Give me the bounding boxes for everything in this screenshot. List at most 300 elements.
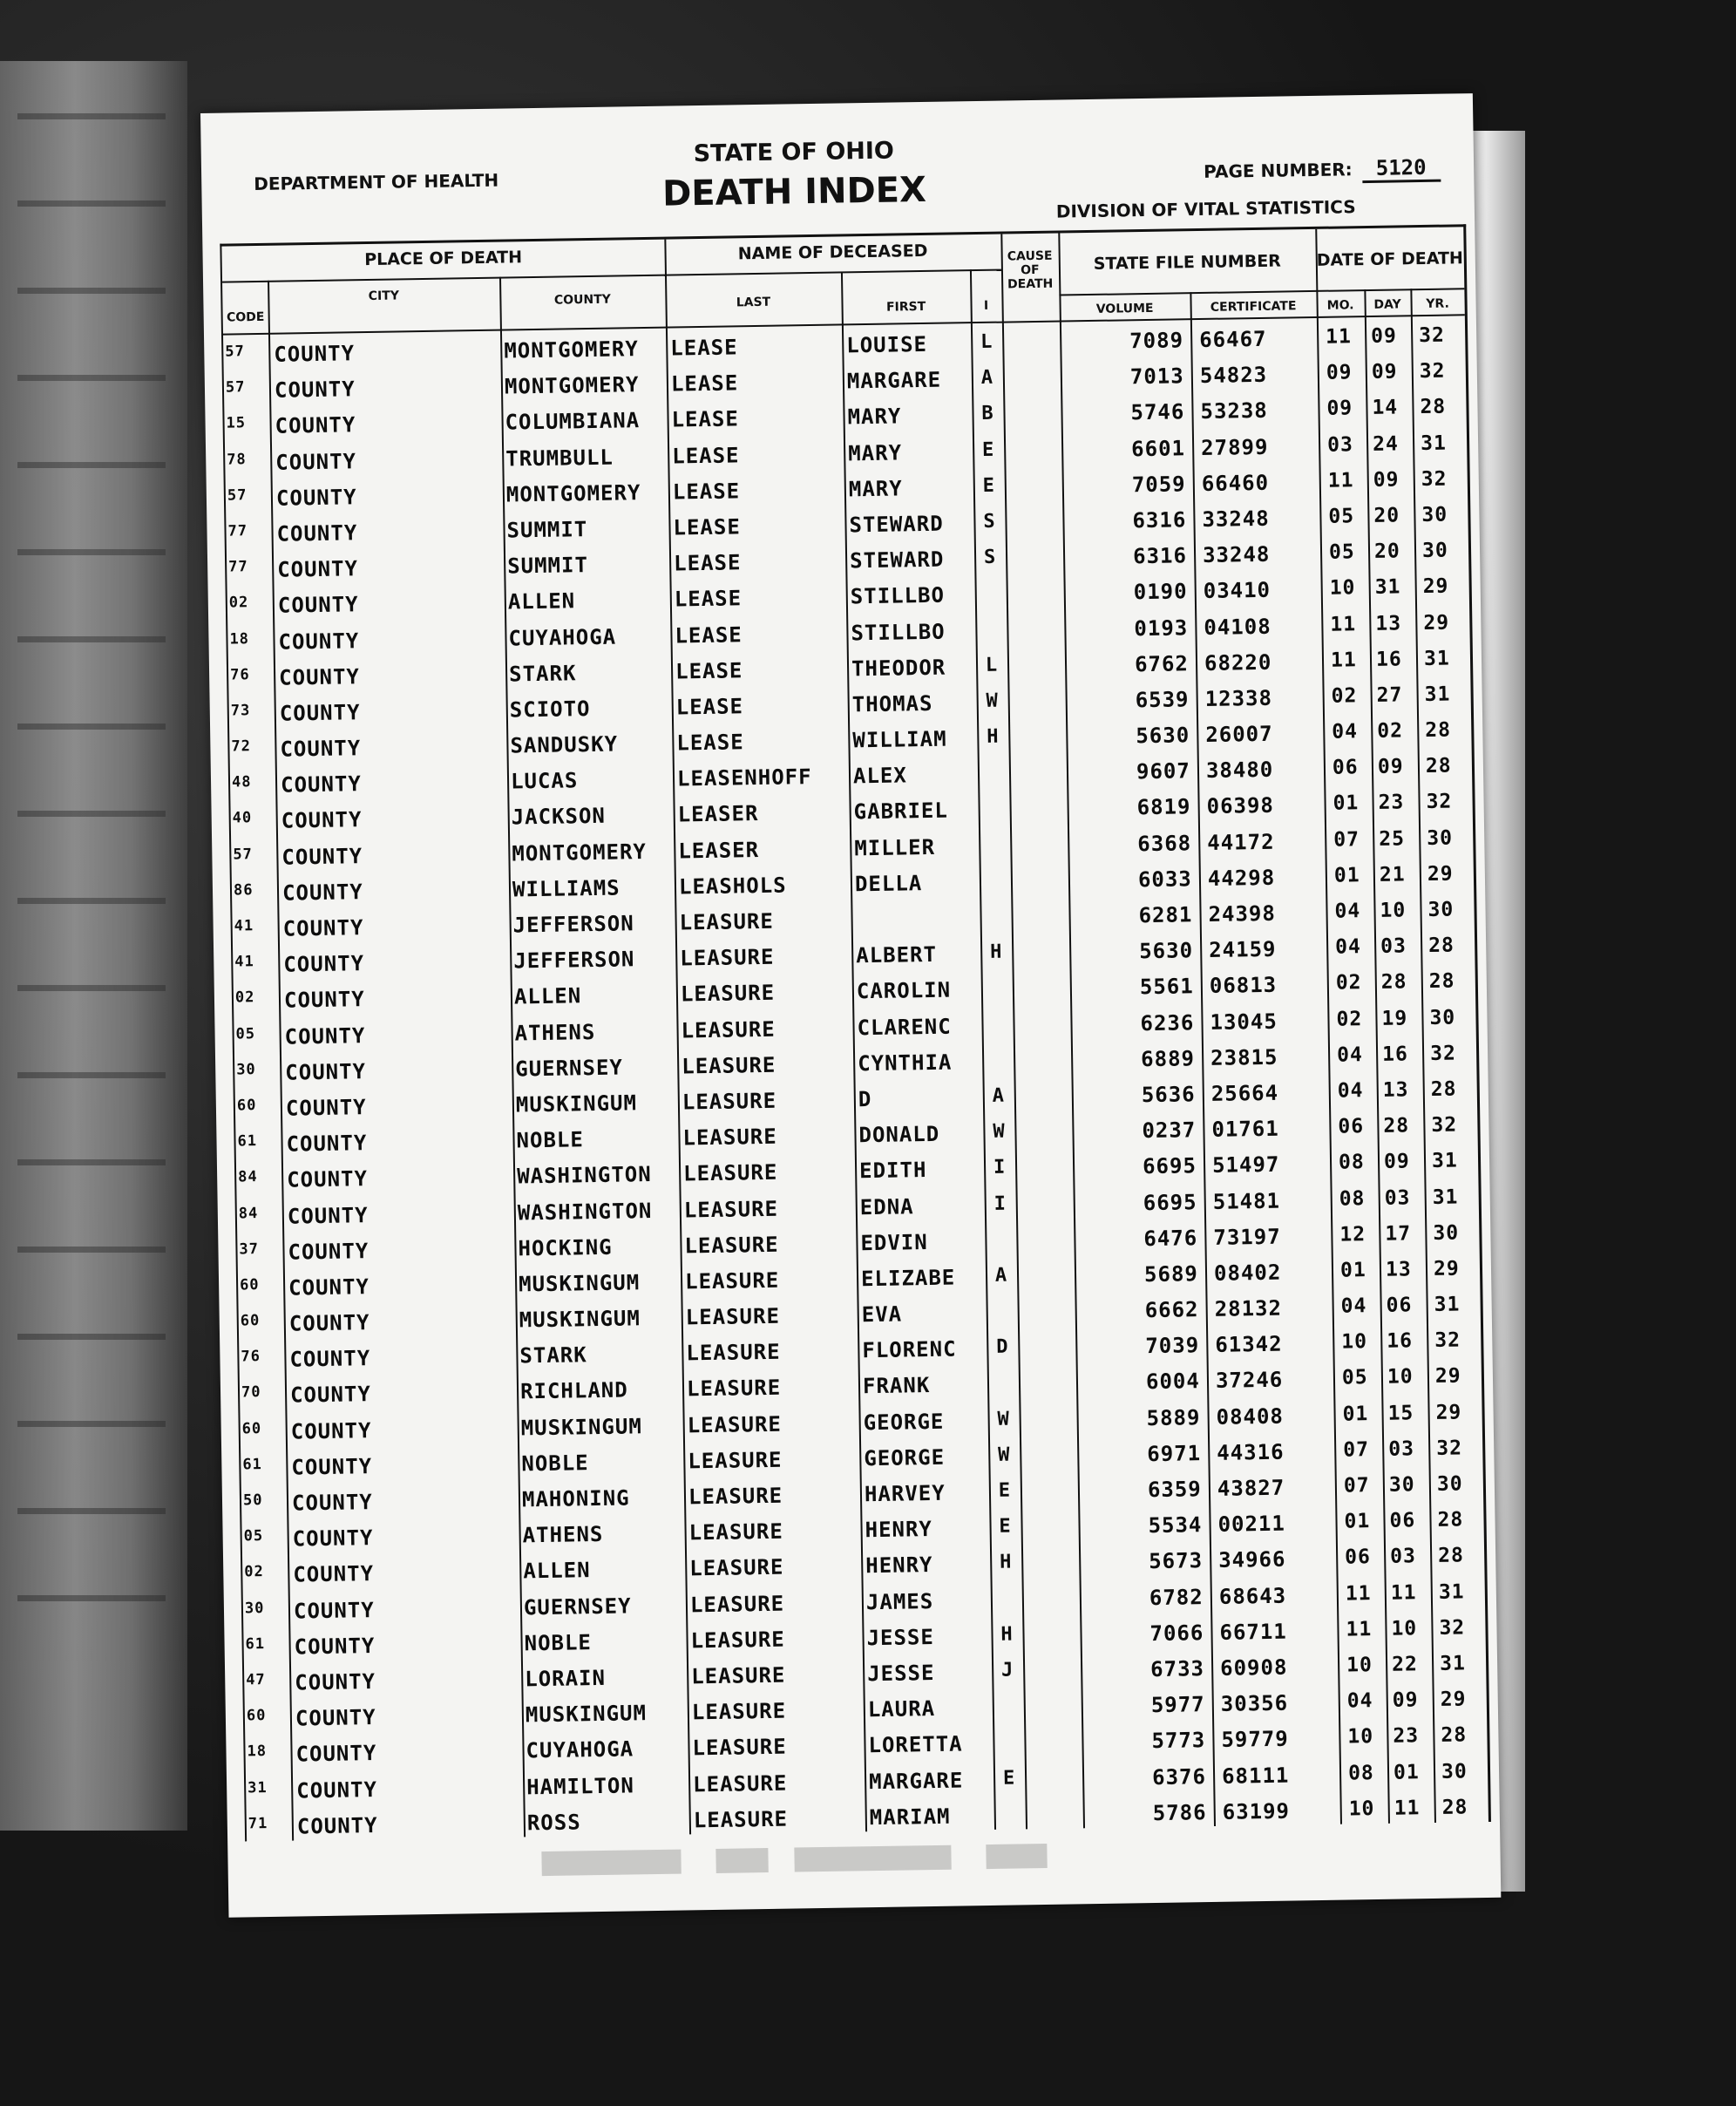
death-county: NOBLE — [521, 1450, 589, 1477]
deceased-initial: W — [986, 690, 1000, 712]
death-code: 84 — [238, 1168, 258, 1186]
death-month: 01 — [1339, 1259, 1366, 1282]
death-county: SUMMIT — [506, 553, 589, 579]
death-code: 60 — [239, 1275, 260, 1294]
death-month: 11 — [1345, 1581, 1372, 1606]
deceased-initial: E — [982, 474, 996, 497]
death-county: JEFFERSON — [512, 911, 634, 938]
death-county: ALLEN — [507, 588, 576, 615]
death-city: COUNTY — [280, 736, 362, 762]
deceased-first-name: GEORGE — [863, 1409, 945, 1435]
death-city: COUNTY — [287, 1202, 369, 1229]
death-city: COUNTY — [274, 377, 356, 403]
death-year: 28 — [1427, 934, 1455, 958]
deceased-first-name: JESSE — [866, 1624, 935, 1650]
death-month: 08 — [1338, 1151, 1365, 1174]
death-city: COUNTY — [292, 1525, 374, 1552]
deceased-first-name: DONALD — [858, 1121, 940, 1148]
file-certificate: 03410 — [1203, 578, 1271, 604]
death-day: 10 — [1387, 1365, 1414, 1389]
death-month: 10 — [1341, 1330, 1368, 1354]
deceased-initial: E — [981, 438, 995, 461]
death-day: 13 — [1375, 611, 1402, 635]
deceased-initial: E — [999, 1515, 1012, 1538]
deceased-initial: I — [993, 1192, 1007, 1215]
death-county: WASHINGTON — [516, 1162, 652, 1189]
death-code: 60 — [241, 1419, 262, 1438]
deceased-last-name: LEASURE — [688, 1447, 783, 1474]
death-code: 77 — [227, 522, 248, 540]
death-code: 72 — [231, 737, 252, 756]
deceased-first-name: JAMES — [865, 1588, 934, 1614]
death-code: 18 — [247, 1743, 268, 1761]
death-year: 30 — [1427, 826, 1454, 850]
death-city: COUNTY — [281, 807, 363, 834]
death-county: ALLEN — [523, 1558, 591, 1584]
file-volume: 6316 — [1132, 543, 1188, 569]
file-certificate: 59779 — [1221, 1726, 1289, 1753]
death-day: 21 — [1379, 863, 1406, 887]
file-volume: 5746 — [1130, 399, 1185, 425]
death-month: 10 — [1347, 1725, 1374, 1749]
death-code: 57 — [233, 845, 253, 864]
death-month: 04 — [1340, 1294, 1367, 1318]
deceased-initial: H — [987, 725, 1000, 748]
death-day: 27 — [1376, 683, 1403, 707]
file-volume: 6971 — [1147, 1440, 1202, 1466]
file-volume: 7066 — [1149, 1620, 1204, 1646]
file-certificate: 06398 — [1206, 793, 1275, 819]
death-county: TRUMBULL — [505, 445, 614, 472]
death-city: COUNTY — [288, 1310, 370, 1336]
deceased-last-name: LEASURE — [685, 1303, 781, 1330]
death-code: 30 — [236, 1060, 256, 1079]
file-volume: 5630 — [1136, 723, 1190, 749]
death-code: 78 — [227, 450, 247, 469]
page-number-label: PAGE NUMBER: — [1204, 159, 1353, 182]
deceased-first-name: JESSE — [866, 1660, 935, 1687]
death-city: COUNTY — [277, 592, 359, 618]
death-day: 28 — [1383, 1114, 1410, 1138]
death-year: 29 — [1422, 574, 1449, 599]
deceased-first-name: CLARENC — [857, 1014, 952, 1040]
death-month: 10 — [1348, 1797, 1375, 1821]
death-county: ATHENS — [514, 1019, 596, 1046]
death-month: 02 — [1336, 1007, 1363, 1031]
death-year: 32 — [1434, 1328, 1461, 1353]
death-day: 30 — [1388, 1473, 1415, 1497]
deceased-first-name: D — [858, 1086, 872, 1112]
death-year: 29 — [1423, 611, 1450, 635]
death-county: JACKSON — [511, 804, 607, 830]
death-day: 06 — [1386, 1294, 1413, 1317]
deceased-last-name: LEASURE — [689, 1555, 784, 1581]
death-code: 40 — [232, 809, 253, 827]
deceased-initial: I — [993, 1156, 1007, 1179]
death-day: 13 — [1385, 1258, 1412, 1281]
death-year: 32 — [1436, 1437, 1463, 1460]
deceased-first-name: STEWARD — [849, 511, 944, 538]
death-city: COUNTY — [295, 1705, 376, 1731]
death-county: MONTGOMERY — [512, 839, 648, 866]
deceased-last-name: LEASURE — [680, 981, 776, 1007]
death-code: 57 — [225, 378, 246, 397]
deceased-first-name: MARY — [847, 404, 902, 430]
file-volume: 5561 — [1139, 974, 1194, 1000]
deceased-first-name: FRANK — [862, 1373, 931, 1399]
file-certificate: 44172 — [1207, 829, 1275, 855]
file-certificate: 63199 — [1222, 1798, 1291, 1824]
death-day: 25 — [1379, 827, 1406, 851]
death-day: 03 — [1380, 934, 1407, 959]
file-certificate: 13045 — [1210, 1009, 1278, 1035]
file-volume: 5673 — [1149, 1548, 1204, 1574]
file-certificate: 38480 — [1205, 757, 1274, 784]
place-of-death-header: PLACE OF DEATH — [364, 248, 523, 270]
deceased-first-name: LORETTA — [868, 1731, 963, 1758]
deceased-first-name: WILLIAM — [852, 726, 947, 753]
death-county: RICHLAND — [519, 1377, 628, 1404]
deceased-initial: W — [997, 1408, 1010, 1430]
deceased-first-name: THOMAS — [851, 690, 933, 717]
deceased-first-name: MARIAM — [869, 1804, 951, 1830]
death-year: 28 — [1425, 718, 1452, 743]
death-day: 02 — [1377, 719, 1404, 743]
deceased-last-name: LEASURE — [681, 1016, 776, 1043]
death-month: 05 — [1328, 505, 1355, 528]
deceased-initial: A — [992, 1084, 1006, 1107]
deceased-first-name: GEORGE — [864, 1444, 946, 1471]
deceased-first-name: MARGARE — [868, 1767, 964, 1794]
deceased-first-name: HARVEY — [864, 1480, 946, 1507]
file-certificate: 73197 — [1213, 1224, 1281, 1250]
death-year: 30 — [1421, 539, 1448, 563]
file-volume: 5636 — [1141, 1082, 1196, 1108]
deceased-last-name: LEASHOLS — [678, 873, 787, 900]
file-volume: 6236 — [1140, 1009, 1195, 1036]
death-year: 28 — [1441, 1796, 1468, 1819]
death-county: MONTGOMERY — [504, 336, 640, 363]
deceased-first-name: HENRY — [865, 1517, 933, 1543]
death-code: 60 — [240, 1312, 261, 1330]
deceased-initial: D — [996, 1335, 1009, 1359]
death-year: 30 — [1427, 898, 1455, 921]
death-county: GUERNSEY — [523, 1593, 632, 1620]
death-county: JEFFERSON — [513, 947, 635, 974]
death-city: COUNTY — [296, 1812, 378, 1839]
death-county: NOBLE — [524, 1629, 593, 1656]
death-city: COUNTY — [291, 1453, 373, 1480]
deceased-first-name: MARY — [848, 476, 903, 502]
file-certificate: 23815 — [1210, 1044, 1278, 1070]
death-year: 31 — [1434, 1293, 1461, 1316]
death-month: 11 — [1330, 648, 1357, 672]
file-volume: 5786 — [1152, 1799, 1207, 1825]
deceased-initial: S — [983, 510, 996, 533]
date-of-death-header: DATE OF DEATH — [1316, 248, 1464, 270]
death-county: LORAIN — [525, 1665, 607, 1692]
deceased-last-name: LEASURE — [682, 1088, 777, 1115]
deceased-first-name: MILLER — [854, 834, 936, 860]
death-code: 76 — [241, 1348, 261, 1366]
death-county: SCIOTO — [509, 696, 591, 723]
file-volume: 7059 — [1131, 472, 1186, 498]
death-day: 23 — [1393, 1724, 1420, 1749]
death-code: 37 — [239, 1240, 260, 1259]
death-city: COUNTY — [287, 1166, 369, 1192]
deceased-first-name: ALBERT — [856, 942, 938, 968]
deceased-last-name: LEASURE — [693, 1806, 789, 1833]
death-year: 31 — [1423, 647, 1450, 670]
deceased-last-name: LEASENHOFF — [676, 764, 812, 791]
deceased-initial: E — [998, 1479, 1012, 1502]
death-month: 06 — [1332, 756, 1359, 779]
death-month: 11 — [1327, 469, 1354, 493]
death-month: 09 — [1326, 361, 1353, 384]
death-month: 12 — [1339, 1222, 1366, 1247]
file-volume: 6889 — [1140, 1045, 1196, 1071]
page-title: DEATH INDEX — [661, 169, 927, 214]
deceased-initial: W — [993, 1120, 1006, 1143]
death-month: 08 — [1347, 1761, 1374, 1785]
page-number-value: 5120 — [1361, 155, 1440, 183]
file-certificate: 37246 — [1215, 1368, 1284, 1394]
file-volume: 5630 — [1139, 938, 1194, 964]
deceased-last-name: LEASURE — [682, 1160, 778, 1186]
death-county: CUYAHOGA — [508, 624, 617, 651]
death-county: STARK — [508, 660, 577, 687]
death-city: COUNTY — [279, 700, 361, 726]
file-volume: 9607 — [1136, 758, 1191, 785]
deceased-first-name: THEODOR — [851, 655, 946, 682]
file-certificate: 54823 — [1199, 362, 1268, 389]
file-certificate: 12338 — [1204, 685, 1273, 711]
file-certificate: 28132 — [1214, 1295, 1283, 1321]
volume-header: VOLUME — [1095, 301, 1154, 316]
deceased-last-name: LEASE — [675, 657, 743, 684]
file-certificate: 01761 — [1211, 1116, 1279, 1143]
deceased-last-name: LEASE — [671, 406, 740, 432]
file-certificate: 68111 — [1221, 1763, 1290, 1789]
death-year: 32 — [1439, 1616, 1466, 1640]
deceased-last-name: LEASE — [674, 586, 743, 612]
death-year: 32 — [1429, 1042, 1457, 1065]
death-code: 71 — [248, 1814, 268, 1833]
death-month: 10 — [1346, 1654, 1373, 1677]
deceased-first-name: EDVIN — [860, 1229, 928, 1255]
death-year: 28 — [1428, 969, 1455, 994]
death-day: 11 — [1394, 1796, 1421, 1820]
death-day: 28 — [1380, 970, 1407, 995]
death-year: 31 — [1431, 1149, 1458, 1173]
death-county: MONTGOMERY — [504, 372, 640, 399]
year-header: YR. — [1426, 296, 1449, 311]
deceased-initial: S — [983, 546, 997, 569]
death-year: 32 — [1426, 790, 1453, 814]
death-month: 04 — [1337, 1079, 1364, 1103]
death-month: 05 — [1328, 540, 1355, 564]
death-day: 20 — [1373, 540, 1400, 564]
death-month: 01 — [1333, 791, 1360, 816]
deceased-first-name: LOUISE — [846, 331, 928, 358]
death-city: COUNTY — [291, 1490, 373, 1516]
deceased-first-name: CYNTHIA — [857, 1050, 953, 1077]
death-day: 16 — [1381, 1043, 1409, 1066]
death-county: MUSKINGUM — [525, 1701, 648, 1728]
death-day: 11 — [1390, 1580, 1417, 1605]
death-city: COUNTY — [293, 1561, 375, 1587]
death-code: 61 — [242, 1455, 262, 1474]
death-county: MAHONING — [521, 1485, 630, 1512]
death-day: 24 — [1372, 432, 1400, 456]
death-code: 41 — [234, 953, 254, 971]
death-code: 50 — [242, 1491, 263, 1510]
death-county: NOBLE — [516, 1127, 585, 1153]
death-month: 01 — [1333, 864, 1360, 887]
death-city: COUNTY — [290, 1417, 372, 1444]
file-certificate: 66711 — [1219, 1619, 1287, 1645]
first-name-header: FIRST — [885, 299, 926, 315]
state-file-number-header: STATE FILE NUMBER — [1093, 251, 1282, 274]
death-month: 02 — [1331, 684, 1358, 708]
division-label: DIVISION OF VITAL STATISTICS — [1055, 196, 1356, 222]
death-month: 01 — [1344, 1510, 1371, 1533]
file-volume: 6376 — [1151, 1763, 1207, 1790]
death-year: 32 — [1419, 359, 1446, 384]
file-certificate: 66467 — [1199, 326, 1267, 353]
file-certificate: 27899 — [1200, 434, 1269, 460]
file-volume: 6476 — [1143, 1225, 1198, 1251]
deceased-first-name: CAROLIN — [856, 977, 952, 1004]
deceased-first-name: STEWARD — [849, 547, 945, 574]
death-day: 22 — [1391, 1653, 1419, 1676]
file-volume: 6695 — [1143, 1189, 1197, 1215]
death-city: COUNTY — [295, 1741, 377, 1767]
deceased-first-name: EDITH — [858, 1158, 927, 1184]
deceased-first-name: ELIZABE — [860, 1265, 956, 1292]
deceased-first-name: EDNA — [859, 1193, 914, 1219]
death-day: 09 — [1370, 324, 1398, 348]
file-volume: 5773 — [1151, 1728, 1206, 1754]
death-code: 57 — [227, 486, 248, 505]
death-day: 06 — [1389, 1509, 1416, 1532]
code-header: CODE — [226, 309, 265, 325]
file-volume: 7039 — [1145, 1333, 1200, 1359]
death-county: MUSKINGUM — [520, 1413, 642, 1441]
death-year: 31 — [1439, 1652, 1467, 1675]
death-month: 08 — [1339, 1186, 1366, 1211]
death-year: 30 — [1433, 1221, 1460, 1245]
death-city: COUNTY — [274, 341, 356, 367]
file-certificate: 33248 — [1202, 541, 1271, 568]
death-county: ALLEN — [513, 983, 582, 1009]
death-city: COUNTY — [281, 879, 363, 906]
deceased-last-name: LEASURE — [692, 1770, 788, 1797]
death-year: 30 — [1441, 1759, 1468, 1783]
death-city: COUNTY — [283, 951, 365, 977]
death-year: 28 — [1437, 1508, 1464, 1532]
death-day: 23 — [1378, 791, 1405, 815]
death-year: 29 — [1435, 1401, 1462, 1424]
death-city: COUNTY — [283, 987, 365, 1013]
death-year: 32 — [1421, 467, 1448, 491]
file-certificate: 68643 — [1218, 1583, 1287, 1609]
death-city: COUNTY — [293, 1597, 375, 1624]
deceased-last-name: LEASURE — [682, 1052, 776, 1079]
file-certificate: 51481 — [1212, 1188, 1281, 1214]
death-county: WASHINGTON — [517, 1198, 653, 1225]
deceased-initial: L — [980, 330, 993, 353]
deceased-last-name: LEASE — [675, 622, 743, 649]
deceased-last-name: LEASE — [672, 442, 740, 469]
death-code: 76 — [229, 665, 250, 684]
death-county: LUCAS — [510, 768, 579, 794]
death-day: 31 — [1374, 575, 1401, 600]
death-city: COUNTY — [295, 1669, 376, 1695]
deceased-last-name: LEASE — [673, 514, 741, 540]
file-certificate: 34966 — [1218, 1547, 1286, 1573]
death-city: COUNTY — [276, 520, 358, 547]
death-code: 48 — [231, 773, 252, 791]
death-city: COUNTY — [288, 1238, 370, 1265]
death-day: 19 — [1381, 1006, 1408, 1030]
death-year: 32 — [1431, 1113, 1458, 1138]
deceased-last-name: LEASURE — [691, 1662, 786, 1689]
death-county: STARK — [519, 1342, 587, 1369]
file-certificate: 30356 — [1220, 1690, 1289, 1716]
deceased-first-name: STILLBO — [850, 582, 946, 609]
death-day: 03 — [1388, 1437, 1415, 1461]
deceased-last-name: LEASURE — [684, 1232, 779, 1259]
file-volume: 6539 — [1135, 687, 1190, 713]
file-volume: 6004 — [1145, 1369, 1201, 1395]
last-name-header: LAST — [736, 295, 771, 310]
deceased-last-name: LEASURE — [686, 1339, 781, 1366]
file-volume: 6281 — [1138, 902, 1193, 928]
deceased-initial: A — [980, 366, 994, 390]
deceased-last-name: LEASER — [678, 837, 760, 864]
death-year: 31 — [1420, 431, 1448, 455]
death-city: COUNTY — [285, 1058, 367, 1085]
death-month: 09 — [1326, 397, 1353, 421]
file-volume: 7013 — [1129, 363, 1184, 390]
deceased-initial: J — [1000, 1659, 1014, 1681]
death-code: 70 — [241, 1383, 261, 1402]
name-of-deceased-header: NAME OF DECEASED — [737, 241, 928, 264]
file-volume: 5689 — [1143, 1261, 1199, 1287]
death-day: 14 — [1372, 396, 1399, 420]
death-month: 06 — [1344, 1546, 1372, 1569]
file-volume: 6695 — [1142, 1153, 1197, 1179]
deceased-last-name: LEASE — [673, 550, 742, 576]
file-volume: 6762 — [1134, 650, 1190, 676]
death-day: 13 — [1382, 1078, 1409, 1102]
death-code: 05 — [243, 1527, 264, 1546]
deceased-last-name: LEASURE — [682, 1124, 777, 1151]
file-certificate: 53238 — [1200, 398, 1268, 425]
deceased-last-name: LEASURE — [688, 1483, 783, 1510]
death-city: COUNTY — [277, 556, 359, 582]
file-certificate: 66460 — [1201, 470, 1270, 496]
deceased-last-name: LEASURE — [684, 1267, 780, 1294]
deceased-last-name: LEASE — [675, 694, 744, 720]
death-code: 60 — [246, 1707, 267, 1725]
state-label: STATE OF OHIO — [693, 137, 895, 168]
deceased-first-name: DELLA — [854, 870, 923, 897]
deceased-first-name: EVA — [861, 1301, 903, 1328]
deceased-first-name: LAURA — [867, 1696, 936, 1722]
file-certificate: 61342 — [1215, 1331, 1283, 1358]
